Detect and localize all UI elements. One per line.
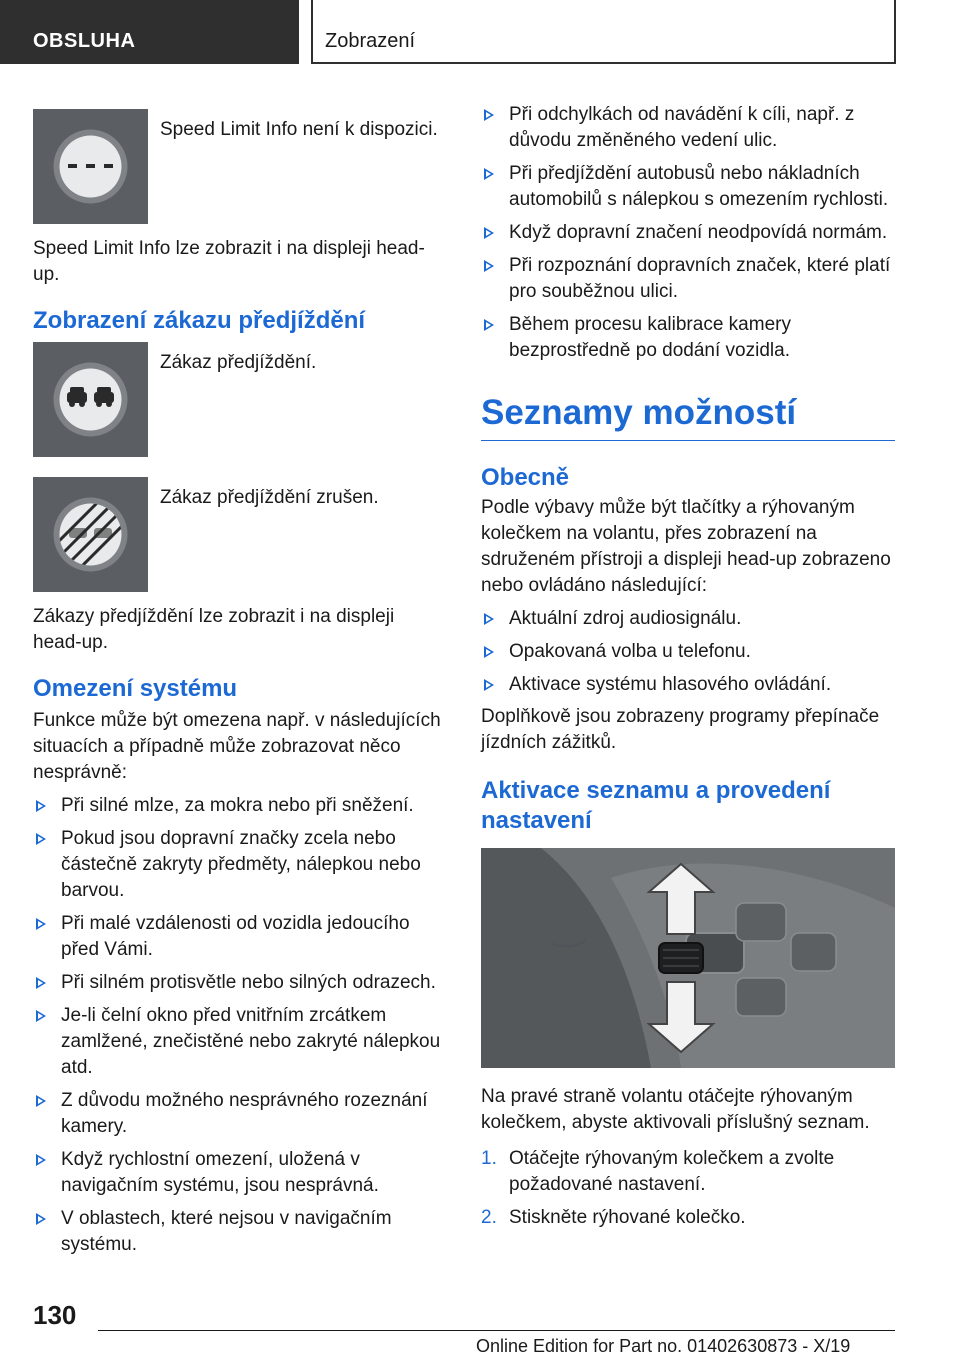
heading-no-overtaking: Zobrazení zákazu předjíždění <box>33 307 366 334</box>
bullet-triangle-icon <box>484 646 494 658</box>
bullet-triangle-icon <box>36 1095 46 1107</box>
bullet-triangle-icon <box>484 168 494 180</box>
heading-general: Obecně <box>481 464 570 491</box>
heading-activate-list: Aktivace seznamu a provedení nastavení <box>481 777 831 834</box>
list-item: Pokud jsou dopravní značky zcela nebo částečně zakryty předměty, nálepkou nebo barvou. <box>33 826 443 904</box>
footer-divider <box>98 1330 895 1331</box>
list-item: Když dopravní značení neodpovídá normám. <box>481 220 895 246</box>
paragraph: Doplňkově jsou zobrazeny programy přepínače jízdních zážitků. <box>481 706 880 753</box>
list-item: Při rozpoznání dopravních značek, které platí pro souběžnou ulici. <box>481 253 895 305</box>
bullet-triangle-icon <box>36 1213 46 1225</box>
paragraph: Funkce může být omezena např. v následujících situacích a případně může zobrazovat něco nesprávně: <box>33 710 441 783</box>
header-section-label: OBSLUHA <box>33 30 136 52</box>
heading-system-limits: Omezení systému <box>33 675 238 702</box>
list-item: Opakovaná volba u telefonu. <box>481 639 895 665</box>
sign-caption: Speed Limit Info není k dispozici. <box>160 119 438 140</box>
steering-wheel-illustration <box>481 848 895 1068</box>
list-item: Když rychlostní omezení, uložená v navigačním systému, jsou nesprávná. <box>33 1147 443 1199</box>
bullet-triangle-icon <box>484 227 494 239</box>
paragraph: Podle výbavy může být tlačítky a rýhovaným kolečkem na volantu, přes zobrazení na sdruženém přístroji a displeji head-up zobrazeno nebo ovládáno následující: <box>481 497 891 596</box>
sign-caption: Zákaz předjíždění. <box>160 352 317 373</box>
list-item: Aktuální zdroj audiosignálu. <box>481 606 895 632</box>
options-bullet-list <box>481 606 895 698</box>
paragraph: Zákazy předjíždění lze zobrazit i na displeji head-up. <box>33 606 395 653</box>
list-item: Během procesu kalibrace kamery bezprostředně po dodání vozidla. <box>481 312 895 364</box>
list-item: Při silné mlze, za mokra nebo při sněžení. <box>33 793 443 819</box>
bullet-triangle-icon <box>36 1154 46 1166</box>
bullet-triangle-icon <box>36 977 46 989</box>
paragraph: Na pravé straně volantu otáčejte rýhovaným kolečkem, abyste aktivovali příslušný seznam. <box>481 1086 870 1133</box>
footer-edition: Online Edition for Part no. 01402630873 - X/19 <box>476 1336 851 1356</box>
step-item: 2. Stiskněte rýhované kolečko. <box>481 1207 746 1228</box>
header-chapter-label: Zobrazení <box>325 30 416 52</box>
step-item: 1. Otáčejte rýhovaným kolečkem a zvolte požadované nastavení. <box>481 1148 835 1195</box>
speed-limit-unavailable-sign-icon <box>33 109 148 224</box>
list-item: Při předjíždění autobusů nebo nákladních automobilů s nálepkou s omezením rychlosti. <box>481 161 895 213</box>
sign-row-speed-limit <box>33 109 443 224</box>
page-number: 130 <box>33 1300 77 1330</box>
no-overtaking-sign-icon <box>33 342 148 457</box>
list-item: Při odchylkách od navádění k cíli, např. z důvodu změněného vedení ulic. <box>481 102 895 154</box>
limits-bullet-list-continued <box>481 102 895 364</box>
bullet-triangle-icon <box>484 260 494 272</box>
header-chapter-tab <box>311 0 896 64</box>
list-item: Aktivace systému hlasového ovládání. <box>481 672 895 698</box>
list-item: Z důvodu možného nesprávného rozeznání kamery. <box>33 1088 443 1140</box>
bullet-triangle-icon <box>484 613 494 625</box>
heading-option-lists: Seznamy možností <box>481 392 895 441</box>
bullet-triangle-icon <box>484 679 494 691</box>
bullet-triangle-icon <box>36 800 46 812</box>
sign-row-no-overtaking <box>33 342 443 457</box>
list-item: Při malé vzdálenosti od vozidla jedoucího před Vámi. <box>33 911 443 963</box>
list-item: V oblastech, které nejsou v navigačním systému. <box>33 1206 443 1258</box>
right-column <box>481 95 895 1231</box>
bullet-triangle-icon <box>36 918 46 930</box>
sign-caption: Zákaz předjíždění zrušen. <box>160 487 379 508</box>
end-of-no-overtaking-sign-icon <box>33 477 148 592</box>
list-item: Je-li čelní okno před vnitřním zrcátkem zamlžené, znečistěné nebo zakryté nálepkou atd. <box>33 1003 443 1081</box>
header-section-tab <box>0 0 299 64</box>
sign-row-no-overtaking-end <box>33 477 443 592</box>
left-column <box>33 95 443 1258</box>
steps-list <box>481 1146 895 1231</box>
bullet-triangle-icon <box>484 319 494 331</box>
limits-bullet-list <box>33 793 443 1258</box>
bullet-triangle-icon <box>36 833 46 845</box>
list-item: Při silném protisvětle nebo silných odrazech. <box>33 970 443 996</box>
paragraph: Speed Limit Info lze zobrazit i na displeji head-up. <box>33 238 425 285</box>
bullet-triangle-icon <box>36 1010 46 1022</box>
bullet-triangle-icon <box>484 109 494 121</box>
